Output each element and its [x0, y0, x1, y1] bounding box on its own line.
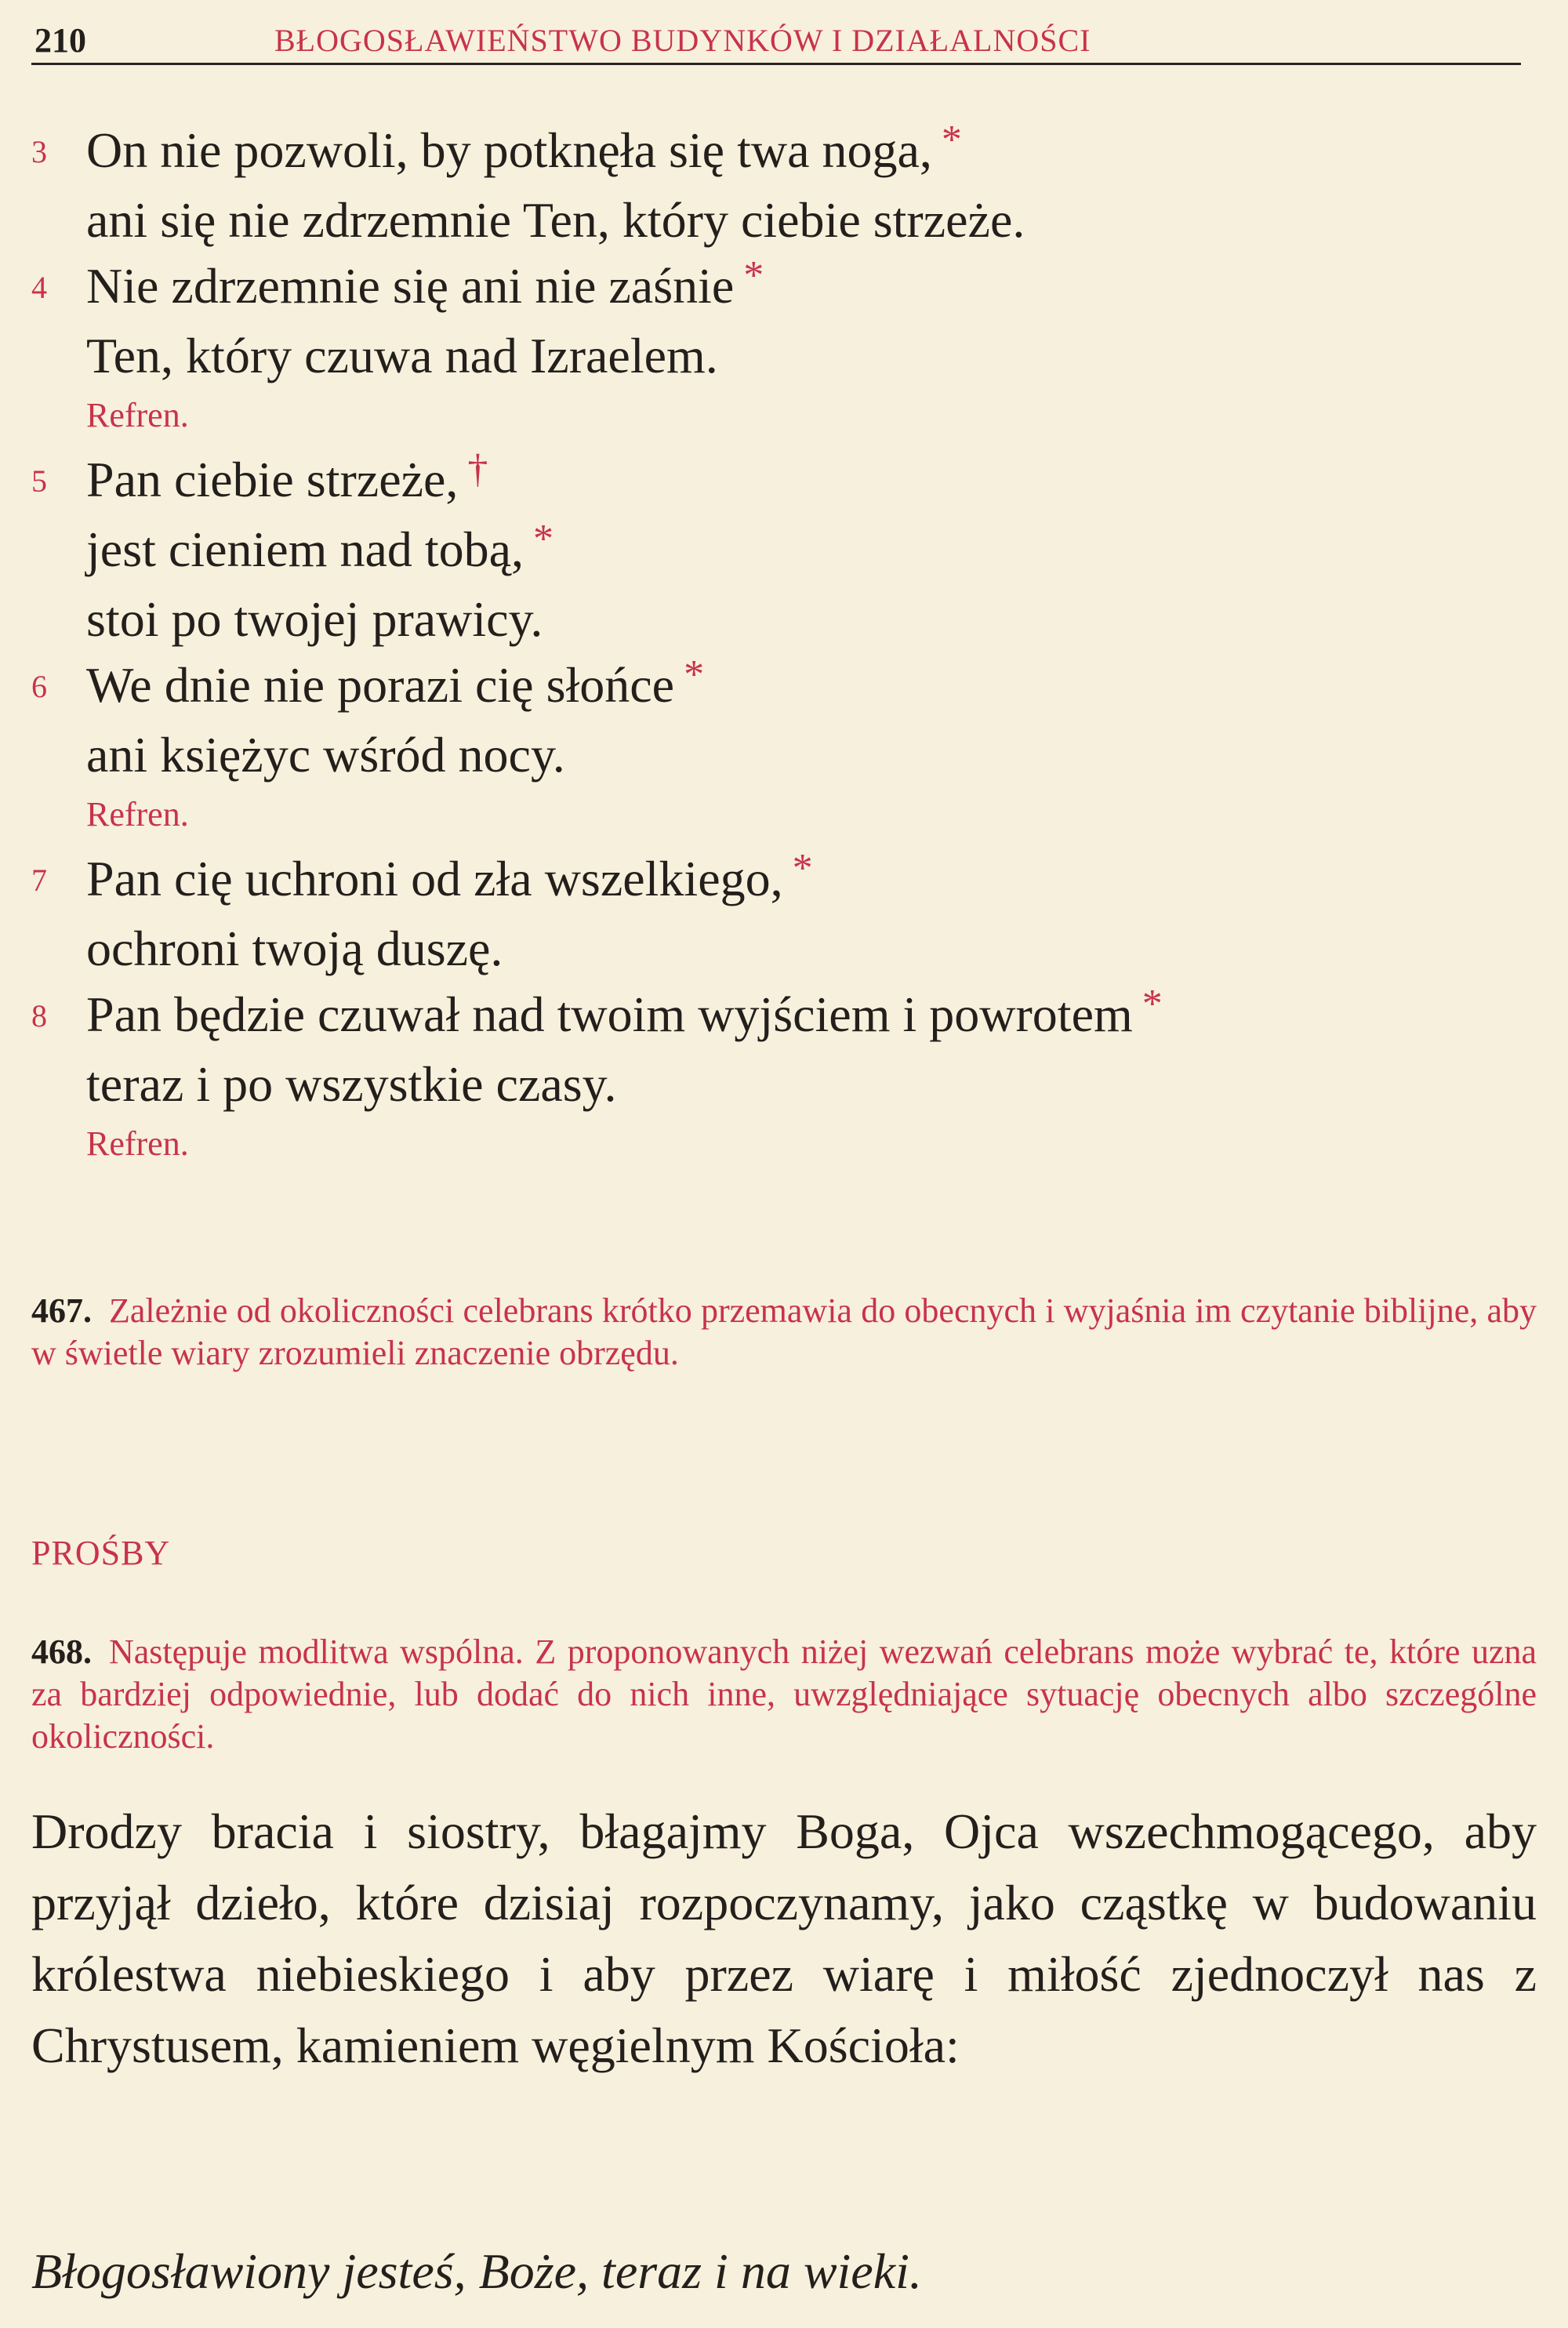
verse-line: Pan cię uchroni od zła wszelkiego, — [86, 851, 783, 906]
asterisk-mark: * — [941, 118, 962, 162]
running-title: BŁOGOSŁAWIEŃSTWO BUDYNKÓW I DZIAŁALNOŚCI — [274, 23, 1091, 58]
psalm-verse-7 — [31, 846, 1521, 982]
verse-number: 8 — [31, 998, 47, 1033]
verse-line: On nie pozwoli, by potknęła się twa noga, — [86, 122, 932, 178]
invocation-text: Drodzy bracia i siostry, błagajmy Boga, Ojca wszechmogącego, aby przyjął dzieło, które dzisiaj rozpoczynamy, jako cząstkę w budowaniu królestwa niebieskiego i aby przez wiarę i miłość zjednoczył nas z Chrystusem, kamieniem węgielnym Kościoła: — [31, 1803, 1537, 2073]
verse-line: jest cieniem nad tobą, — [86, 521, 524, 577]
refrain-label: Refren. — [86, 1124, 189, 1163]
psalm-verse-8 — [31, 982, 1521, 1117]
section-title: PROŚBY — [31, 1534, 171, 1572]
verse-number: 3 — [31, 134, 47, 169]
verse-number: 7 — [31, 863, 47, 898]
asterisk-mark: * — [533, 517, 554, 561]
verse-line: Nie zdrzemnie się ani nie zaśnie — [86, 258, 735, 314]
page-number: 210 — [34, 21, 86, 60]
refrain-label: Refren. — [86, 795, 189, 834]
verse-number: 5 — [31, 463, 47, 499]
asterisk-mark: * — [743, 253, 764, 298]
verse-line: Ten, który czuwa nad Izraelem. — [86, 328, 718, 383]
response-text: Błogosławiony jesteś, Boże, teraz i na wieki. — [31, 2243, 922, 2299]
psalm-text — [31, 118, 1521, 1175]
verse-line: ochroni twoją duszę. — [86, 921, 503, 976]
psalm-verse-4 — [31, 253, 1521, 389]
paragraph-number: 468. — [31, 1633, 92, 1671]
verse-line: stoi po twojej prawicy. — [86, 591, 543, 647]
verse-line: ani się nie zdrzemnie Ten, który ciebie strzeże. — [86, 192, 1025, 248]
refrain-label: Refren. — [86, 396, 189, 434]
asterisk-mark: * — [792, 846, 813, 891]
psalm-verse-6 — [31, 652, 1521, 788]
paragraph-number: 467. — [31, 1291, 92, 1330]
rubric-text: Następuje modlitwa wspólna. Z proponowanych niżej wezwań celebrans może wybrać te, które uzna za bardziej odpowiednie, lub dodać do nich inne, uwzględniające sytuację obecnych albo szczególne okoliczności. — [31, 1633, 1537, 1756]
dagger-mark: † — [467, 447, 488, 492]
rubric-text: Zależnie od okoliczności celebrans krótko przemawia do obecnych i wyjaśnia im czytanie biblijne, aby w świetle wiary zrozumieli znaczenie obrzędu. — [31, 1291, 1537, 1372]
verse-line: teraz i po wszystkie czasy. — [86, 1056, 617, 1112]
verse-line: ani księżyc wśród nocy. — [86, 727, 565, 783]
verse-line: Pan ciebie strzeże, — [86, 452, 459, 507]
rubric-467 — [31, 1290, 1537, 1375]
verse-number: 6 — [31, 669, 47, 704]
verse-line: We dnie nie porazi cię słońce — [86, 657, 675, 713]
asterisk-mark: * — [1142, 982, 1163, 1026]
psalm-verse-5 — [31, 447, 1521, 652]
psalm-verse-3 — [31, 118, 1521, 253]
page-header — [31, 14, 1521, 65]
asterisk-mark: * — [684, 652, 705, 697]
rubric-468 — [31, 1631, 1537, 1758]
verse-line: Pan będzie czuwał nad twoim wyjściem i powrotem — [86, 986, 1133, 1042]
verse-number: 4 — [31, 270, 47, 305]
